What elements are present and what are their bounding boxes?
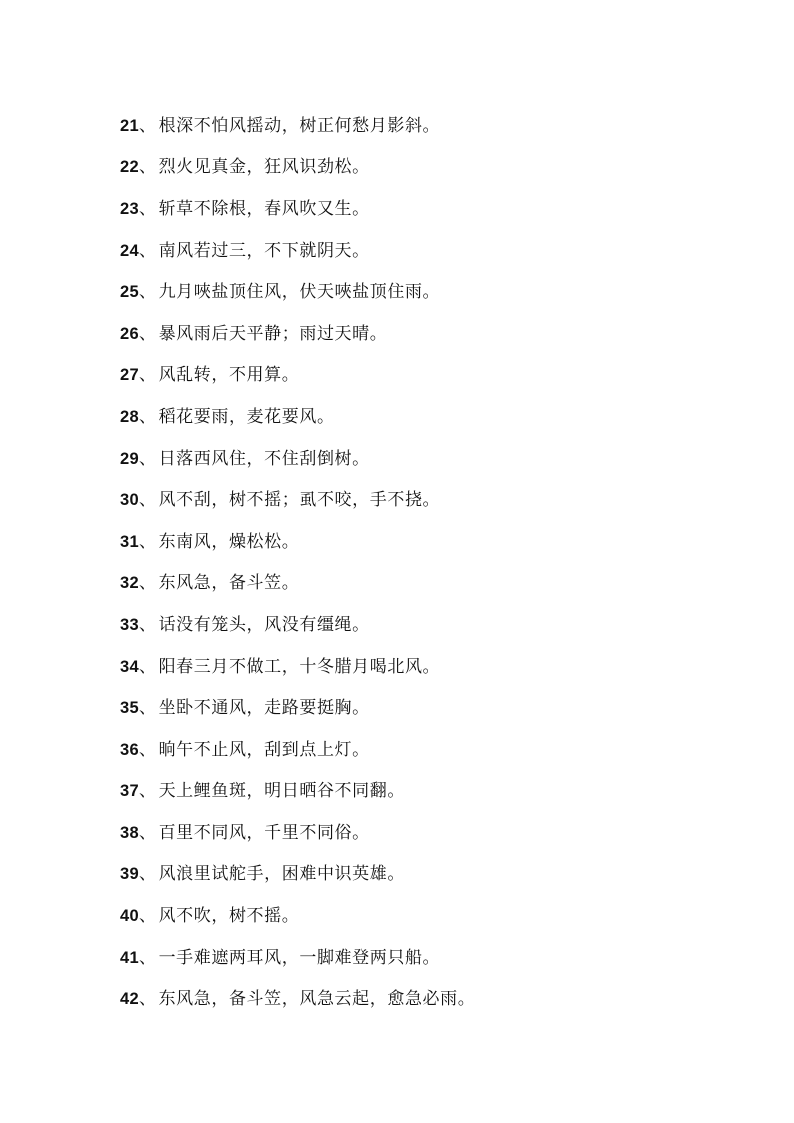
item-separator: 、 [138,240,157,261]
list-item [120,812,475,854]
list-item [120,355,475,397]
item-number: 32 [120,574,139,593]
item-text: 风乱转，不用算。 [158,365,300,386]
item-separator: 、 [138,614,157,635]
item-text: 暴风雨后天平静；雨过天晴。 [158,323,388,344]
item-number: 33 [120,615,139,634]
item-text: 东风急，备斗笠，风急云起，愈急必雨。 [158,989,476,1010]
list-item [120,438,475,480]
item-text: 风不吹，树不摇。 [158,906,300,927]
list-item [120,313,475,355]
item-separator: 、 [138,115,157,136]
item-separator: 、 [138,947,157,968]
item-text: 九月唊盐顶住风，伏天唊盐顶住雨。 [158,282,441,303]
item-text: 根深不怕风摇动，树正何愁月影斜。 [158,115,441,136]
list-item [120,230,475,272]
list-item [120,895,475,937]
item-number: 24 [120,241,139,260]
item-separator: 、 [138,157,157,178]
item-number: 22 [120,158,139,177]
item-text: 斩草不除根，春风吹又生。 [158,198,370,219]
item-text: 百里不同风，千里不同俗。 [158,822,370,843]
item-text: 东南风，燥松松。 [158,531,300,552]
item-separator: 、 [138,822,157,843]
item-text: 南风若过三，不下就阴天。 [158,240,370,261]
item-number: 30 [120,491,139,510]
item-separator: 、 [138,781,157,802]
item-separator: 、 [138,656,157,677]
item-number: 25 [120,283,139,302]
item-number: 42 [120,990,139,1009]
item-separator: 、 [138,406,157,427]
item-text: 晌午不止风，刮到点上灯。 [158,739,370,760]
item-separator: 、 [138,989,157,1010]
item-separator: 、 [138,573,157,594]
item-text: 话没有笼头，风没有缰绳。 [158,614,370,635]
item-separator: 、 [138,864,157,885]
item-number: 37 [120,782,139,801]
item-number: 29 [120,449,139,468]
item-separator: 、 [138,365,157,386]
list-item [120,937,475,979]
proverb-list [120,105,475,1020]
item-number: 40 [120,907,139,926]
item-text: 日落西风住，不住刮倒树。 [158,448,370,469]
list-item [120,396,475,438]
item-number: 28 [120,407,139,426]
list-item [120,563,475,605]
list-item [120,479,475,521]
item-text: 风不刮，树不摇；虱不咬，手不挠。 [158,490,441,511]
item-separator: 、 [138,739,157,760]
item-number: 35 [120,699,139,718]
item-text: 一手难遮两耳风，一脚难登两只船。 [158,947,441,968]
item-number: 21 [120,116,139,135]
item-text: 阳春三月不做工，十冬腊月喝北风。 [158,656,441,677]
list-item [120,188,475,230]
list-item [120,771,475,813]
list-item [120,105,475,147]
item-separator: 、 [138,198,157,219]
list-item [120,147,475,189]
list-item [120,521,475,563]
item-separator: 、 [138,448,157,469]
item-text: 烈火见真金，狂风识劲松。 [158,157,370,178]
item-number: 31 [120,532,139,551]
item-separator: 、 [138,282,157,303]
item-number: 27 [120,366,139,385]
item-number: 26 [120,324,139,343]
item-text: 风浪里试舵手，困难中识英雄。 [158,864,405,885]
item-number: 38 [120,823,139,842]
item-number: 36 [120,740,139,759]
item-separator: 、 [138,906,157,927]
item-number: 23 [120,199,139,218]
list-item [120,646,475,688]
item-number: 41 [120,948,139,967]
item-text: 稻花要雨，麦花要风。 [158,406,335,427]
list-item [120,978,475,1020]
item-separator: 、 [138,698,157,719]
list-item [120,854,475,896]
item-text: 坐卧不通风，走路要挺胸。 [158,698,370,719]
list-item [120,687,475,729]
item-separator: 、 [138,490,157,511]
item-text: 东风急，备斗笠。 [158,573,300,594]
item-separator: 、 [138,531,157,552]
list-item [120,729,475,771]
item-separator: 、 [138,323,157,344]
list-item [120,604,475,646]
item-text: 天上鲤鱼斑，明日晒谷不同翻。 [158,781,405,802]
list-item [120,271,475,313]
item-number: 34 [120,657,139,676]
item-number: 39 [120,865,139,884]
